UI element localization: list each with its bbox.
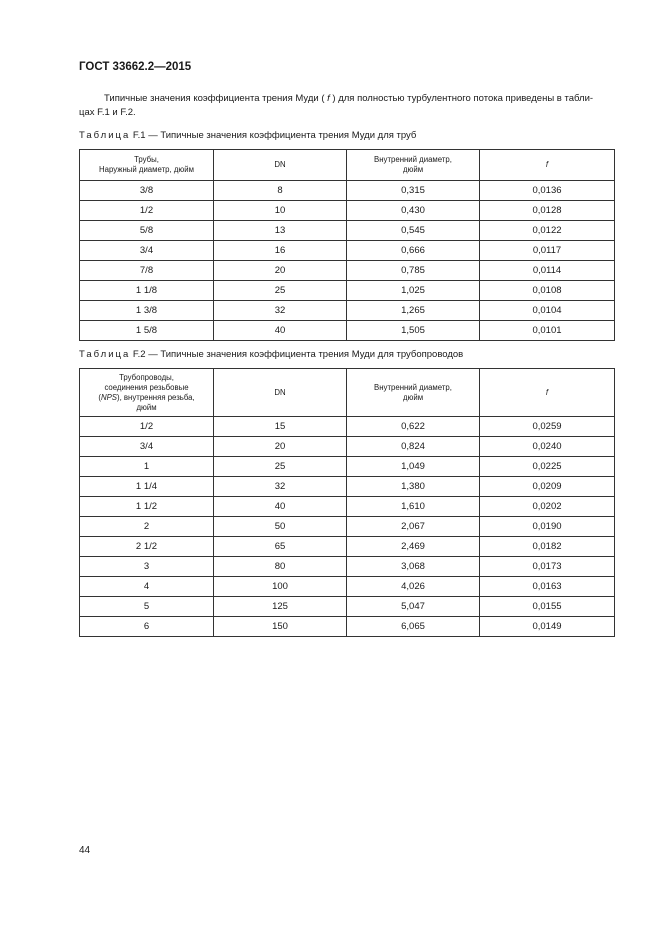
table1: [79, 149, 615, 341]
table-cell: 3: [80, 557, 214, 577]
table-row: [80, 477, 615, 497]
table-row: [80, 241, 615, 261]
table-cell: 3/4: [80, 437, 214, 457]
table1-header-cell: DN: [214, 150, 347, 181]
table1-header-row: [80, 150, 615, 181]
table-cell: 0,0128: [480, 201, 615, 221]
table-cell: 0,785: [347, 261, 480, 281]
table-row: [80, 597, 615, 617]
table1-header-cell: Внутренний диаметр, дюйм: [347, 150, 480, 181]
table-row: [80, 497, 615, 517]
table-cell: 5/8: [80, 221, 214, 241]
table-row: [80, 537, 615, 557]
table-cell: 15: [214, 417, 347, 437]
table-row: [80, 301, 615, 321]
table2-header-cell: DN: [214, 369, 347, 417]
table-cell: 1,505: [347, 321, 480, 341]
table-cell: 0,622: [347, 417, 480, 437]
table-cell: 0,0101: [480, 321, 615, 341]
table-cell: 0,0117: [480, 241, 615, 261]
table-row: [80, 201, 615, 221]
table-cell: 0,0149: [480, 617, 615, 637]
table-cell: 0,0136: [480, 181, 615, 201]
table-row: [80, 437, 615, 457]
table2-caption-text: F.2 — Типичные значения коэффициента трения Муди для трубопроводов: [132, 349, 464, 360]
table1-header-cell: Трубы, Наружный диаметр, дюйм: [80, 150, 214, 181]
table-cell: 1 3/8: [80, 301, 214, 321]
table-cell: 5: [80, 597, 214, 617]
intro-text-2: ) для полностью турбулентного потока приведены в табли-: [332, 93, 594, 104]
table-cell: 0,0182: [480, 537, 615, 557]
table-row: [80, 281, 615, 301]
table-cell: 0,315: [347, 181, 480, 201]
table-cell: 1,265: [347, 301, 480, 321]
table-cell: 20: [214, 261, 347, 281]
table-cell: 3,068: [347, 557, 480, 577]
table-cell: 32: [214, 301, 347, 321]
table1-header-cell: f: [480, 150, 615, 181]
table-cell: 4,026: [347, 577, 480, 597]
table-cell: 0,824: [347, 437, 480, 457]
table-cell: 0,430: [347, 201, 480, 221]
table2-header-row: [80, 369, 615, 417]
table-cell: 10: [214, 201, 347, 221]
table-cell: 3/8: [80, 181, 214, 201]
table-cell: 13: [214, 221, 347, 241]
table-cell: 20: [214, 437, 347, 457]
table-cell: 1 1/8: [80, 281, 214, 301]
table-row: [80, 457, 615, 477]
table-cell: 40: [214, 321, 347, 341]
table-row: [80, 417, 615, 437]
table1-caption: [79, 130, 416, 141]
friction-symbol: f: [327, 93, 330, 104]
table-cell: 0,666: [347, 241, 480, 261]
intro-paragraph: [79, 92, 614, 119]
table-cell: 0,0225: [480, 457, 615, 477]
table2: [79, 368, 615, 637]
document-code: ГОСТ 33662.2—2015: [79, 61, 192, 73]
table-cell: 16: [214, 241, 347, 261]
table2-header-cell: Внутренний диаметр, дюйм: [347, 369, 480, 417]
table-cell: 150: [214, 617, 347, 637]
table-cell: 0,0240: [480, 437, 615, 457]
table2-header-cell: Трубопроводы, соединения резьбовые (NPS), внутренняя резьба, дюйм: [80, 369, 214, 417]
table-row: [80, 617, 615, 637]
table-cell: 100: [214, 577, 347, 597]
table-cell: 25: [214, 281, 347, 301]
table-cell: 65: [214, 537, 347, 557]
table-row: [80, 221, 615, 241]
table-row: [80, 517, 615, 537]
table2-caption-label: Таблица: [79, 349, 131, 360]
table-cell: 50: [214, 517, 347, 537]
table-cell: 80: [214, 557, 347, 577]
table-cell: 1/2: [80, 417, 214, 437]
table-row: [80, 557, 615, 577]
table1-body: [80, 181, 615, 341]
table-cell: 2,067: [347, 517, 480, 537]
table2-header-cell: f: [480, 369, 615, 417]
table2-caption: [79, 349, 463, 360]
table-cell: 2 1/2: [80, 537, 214, 557]
table-cell: 0,0209: [480, 477, 615, 497]
table-cell: 0,0108: [480, 281, 615, 301]
table-cell: 0,0104: [480, 301, 615, 321]
table-cell: 0,0163: [480, 577, 615, 597]
table-cell: 40: [214, 497, 347, 517]
table-cell: 1: [80, 457, 214, 477]
table-row: [80, 321, 615, 341]
table-cell: 0,545: [347, 221, 480, 241]
table-cell: 1,380: [347, 477, 480, 497]
table-cell: 25: [214, 457, 347, 477]
table-cell: 1,049: [347, 457, 480, 477]
table-cell: 5,047: [347, 597, 480, 617]
table-cell: 2: [80, 517, 214, 537]
table-cell: 8: [214, 181, 347, 201]
table-cell: 1,025: [347, 281, 480, 301]
table-cell: 6,065: [347, 617, 480, 637]
table-cell: 1/2: [80, 201, 214, 221]
table-cell: 0,0202: [480, 497, 615, 517]
table1-caption-label: Таблица: [79, 130, 131, 141]
intro-text-3: цах F.1 и F.2.: [79, 106, 136, 118]
table-cell: 0,0173: [480, 557, 615, 577]
table-cell: 7/8: [80, 261, 214, 281]
table-row: [80, 577, 615, 597]
table-cell: 2,469: [347, 537, 480, 557]
table-cell: 1 5/8: [80, 321, 214, 341]
table-cell: 0,0259: [480, 417, 615, 437]
table-cell: 6: [80, 617, 214, 637]
intro-text-1: Типичные значения коэффициента трения Муди (: [104, 93, 325, 104]
table-cell: 3/4: [80, 241, 214, 261]
table-cell: 0,0190: [480, 517, 615, 537]
table-row: [80, 181, 615, 201]
table-row: [80, 261, 615, 281]
table-cell: 1 1/4: [80, 477, 214, 497]
table-cell: 0,0122: [480, 221, 615, 241]
table-cell: 0,0114: [480, 261, 615, 281]
table-cell: 32: [214, 477, 347, 497]
table-cell: 0,0155: [480, 597, 615, 617]
table-cell: 1,610: [347, 497, 480, 517]
table-cell: 1 1/2: [80, 497, 214, 517]
table1-caption-text: F.1 — Типичные значения коэффициента трения Муди для труб: [132, 130, 417, 141]
table-cell: 125: [214, 597, 347, 617]
page-number: 44: [79, 845, 91, 856]
table2-body: [80, 417, 615, 637]
table-cell: 4: [80, 577, 214, 597]
